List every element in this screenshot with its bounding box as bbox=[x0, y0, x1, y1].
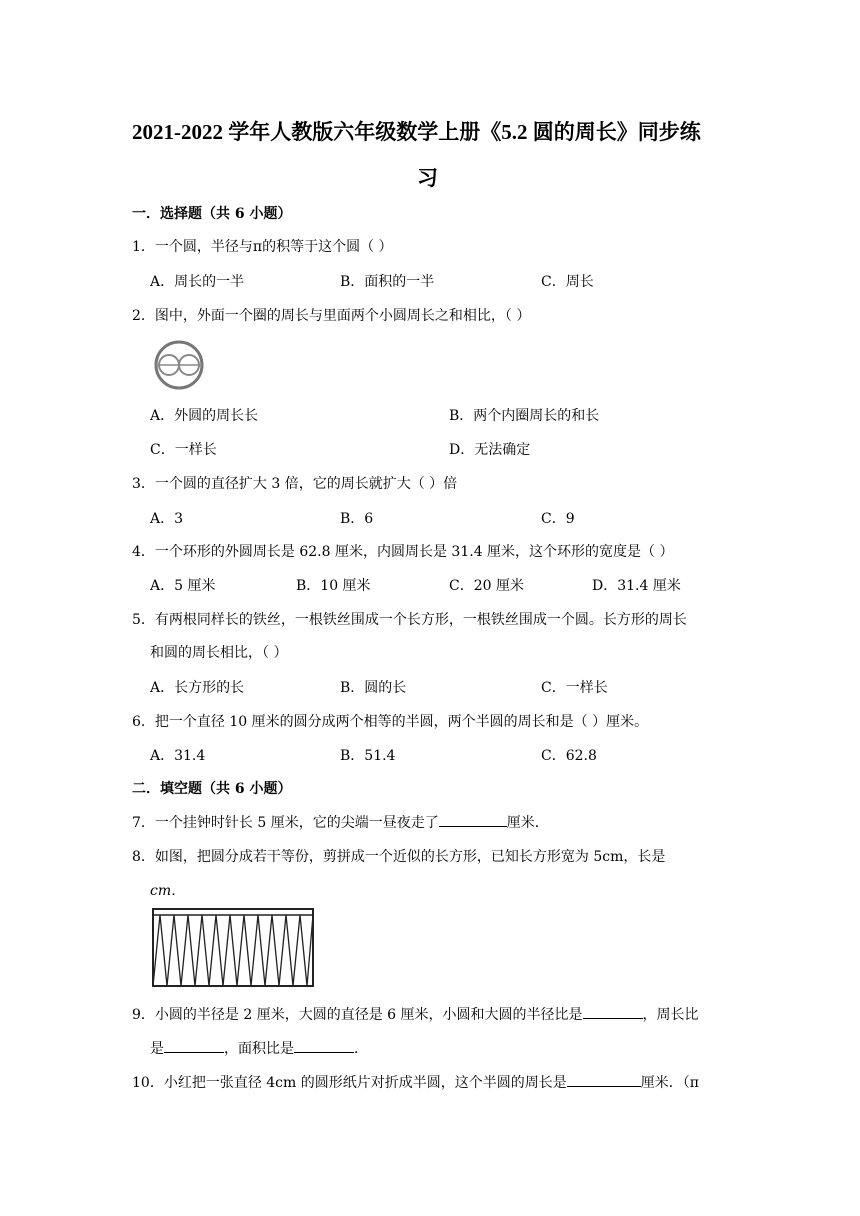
question-6: 6．把一个直径 10 厘米的圆分成两个相等的半圆，两个半圆的周长和是（ ）厘米。 bbox=[132, 714, 649, 730]
q9-line2-start: 是 bbox=[150, 1041, 164, 1057]
question-1: 1．一个圆，半径与π的积等于这个圆（ ） bbox=[132, 239, 393, 255]
q3-option-a: A．3 bbox=[150, 511, 184, 527]
q8-rectangle-figure bbox=[150, 905, 316, 989]
q1-option-c: C．周长 bbox=[541, 274, 594, 290]
question-10 bbox=[132, 1072, 699, 1092]
q1-option-a: A．周长的一半 bbox=[150, 274, 245, 290]
page-title-line2: 习 bbox=[417, 166, 438, 190]
question-7 bbox=[132, 812, 549, 832]
q10-text-end: 厘米．（π bbox=[640, 1075, 699, 1091]
q10-text: 10．小红把一张直径 4cm 的圆形纸片对折成半圆，这个半圆的周长是 bbox=[132, 1075, 567, 1091]
q2-option-c: C．一样长 bbox=[150, 442, 217, 458]
question-8-line1: 8．如图，把圆分成若干等份，剪拼成一个近似的长方形，已知长方形宽为 5cm，长是 bbox=[132, 849, 666, 865]
q7-answer-blank[interactable] bbox=[439, 812, 507, 827]
q2-option-a: A．外圆的周长长 bbox=[150, 408, 259, 424]
q6-option-a: A．31.4 bbox=[150, 748, 206, 764]
q6-option-c: C．62.8 bbox=[541, 748, 597, 764]
question-2: 2．图中，外面一个圈的周长与里面两个小圆周长之和相比，（ ） bbox=[132, 308, 531, 324]
q5-option-a: A．长方形的长 bbox=[150, 680, 245, 696]
q9-area-ratio-blank[interactable] bbox=[294, 1038, 354, 1053]
question-3: 3．一个圆的直径扩大 3 倍，它的周长就扩大（ ）倍 bbox=[132, 476, 458, 492]
question-9-line1 bbox=[132, 1004, 699, 1024]
q9-perimeter-ratio-blank[interactable] bbox=[164, 1038, 224, 1053]
q9-text: 9．小圆的半径是 2 厘米，大圆的直径是 6 厘米，小圆和大圆的半径比是 bbox=[132, 1007, 583, 1023]
q4-option-b: B．10 厘米 bbox=[296, 578, 371, 594]
question-5-line1: 5．有两根同样长的铁丝，一根铁丝围成一个长方形，一根铁丝围成一个圆。长方形的周长 bbox=[132, 612, 687, 628]
q7-text: 7．一个挂钟时针长 5 厘米，它的尖端一昼夜走了 bbox=[132, 815, 439, 831]
section-heading-choice: 一．选择题（共 6 小题） bbox=[132, 206, 292, 222]
q9-radius-ratio-blank[interactable] bbox=[583, 1004, 643, 1019]
q7-text-end: 厘米． bbox=[506, 815, 549, 831]
question-8-line2: cm． bbox=[150, 883, 186, 899]
q2-option-d: D．无法确定 bbox=[449, 442, 531, 458]
q5-option-c: C．一样长 bbox=[541, 680, 608, 696]
q6-option-b: B．51.4 bbox=[340, 748, 396, 764]
q3-option-c: C．9 bbox=[541, 511, 575, 527]
q9-line2-mid: ，面积比是 bbox=[224, 1041, 294, 1057]
question-9-line2 bbox=[150, 1038, 368, 1058]
q2-circle-figure bbox=[150, 339, 208, 391]
q2-option-b: B．两个内圈周长的和长 bbox=[449, 408, 600, 424]
page-title-line1: 2021-2022 学年人教版六年级数学上册《5.2 圆的周长》同步练 bbox=[132, 120, 701, 144]
question-5-line2: 和圆的周长相比，（ ） bbox=[150, 645, 288, 661]
q9-text-mid: ，周长比 bbox=[642, 1007, 699, 1023]
section-heading-fill: 二．填空题（共 6 小题） bbox=[132, 781, 292, 797]
question-4: 4．一个环形的外圆周长是 62.8 厘米，内圆周长是 31.4 厘米，这个环形的宽度是（ ） bbox=[132, 544, 674, 560]
q4-option-a: A．5 厘米 bbox=[150, 578, 216, 594]
q10-answer-blank[interactable] bbox=[567, 1072, 641, 1087]
q3-option-b: B．6 bbox=[340, 511, 374, 527]
q1-option-b: B．面积的一半 bbox=[340, 274, 435, 290]
q4-option-c: C．20 厘米 bbox=[449, 578, 524, 594]
q4-option-d: D．31.4 厘米 bbox=[592, 578, 681, 594]
q5-option-b: B．圆的长 bbox=[340, 680, 407, 696]
q9-line2-end: ． bbox=[354, 1041, 368, 1057]
